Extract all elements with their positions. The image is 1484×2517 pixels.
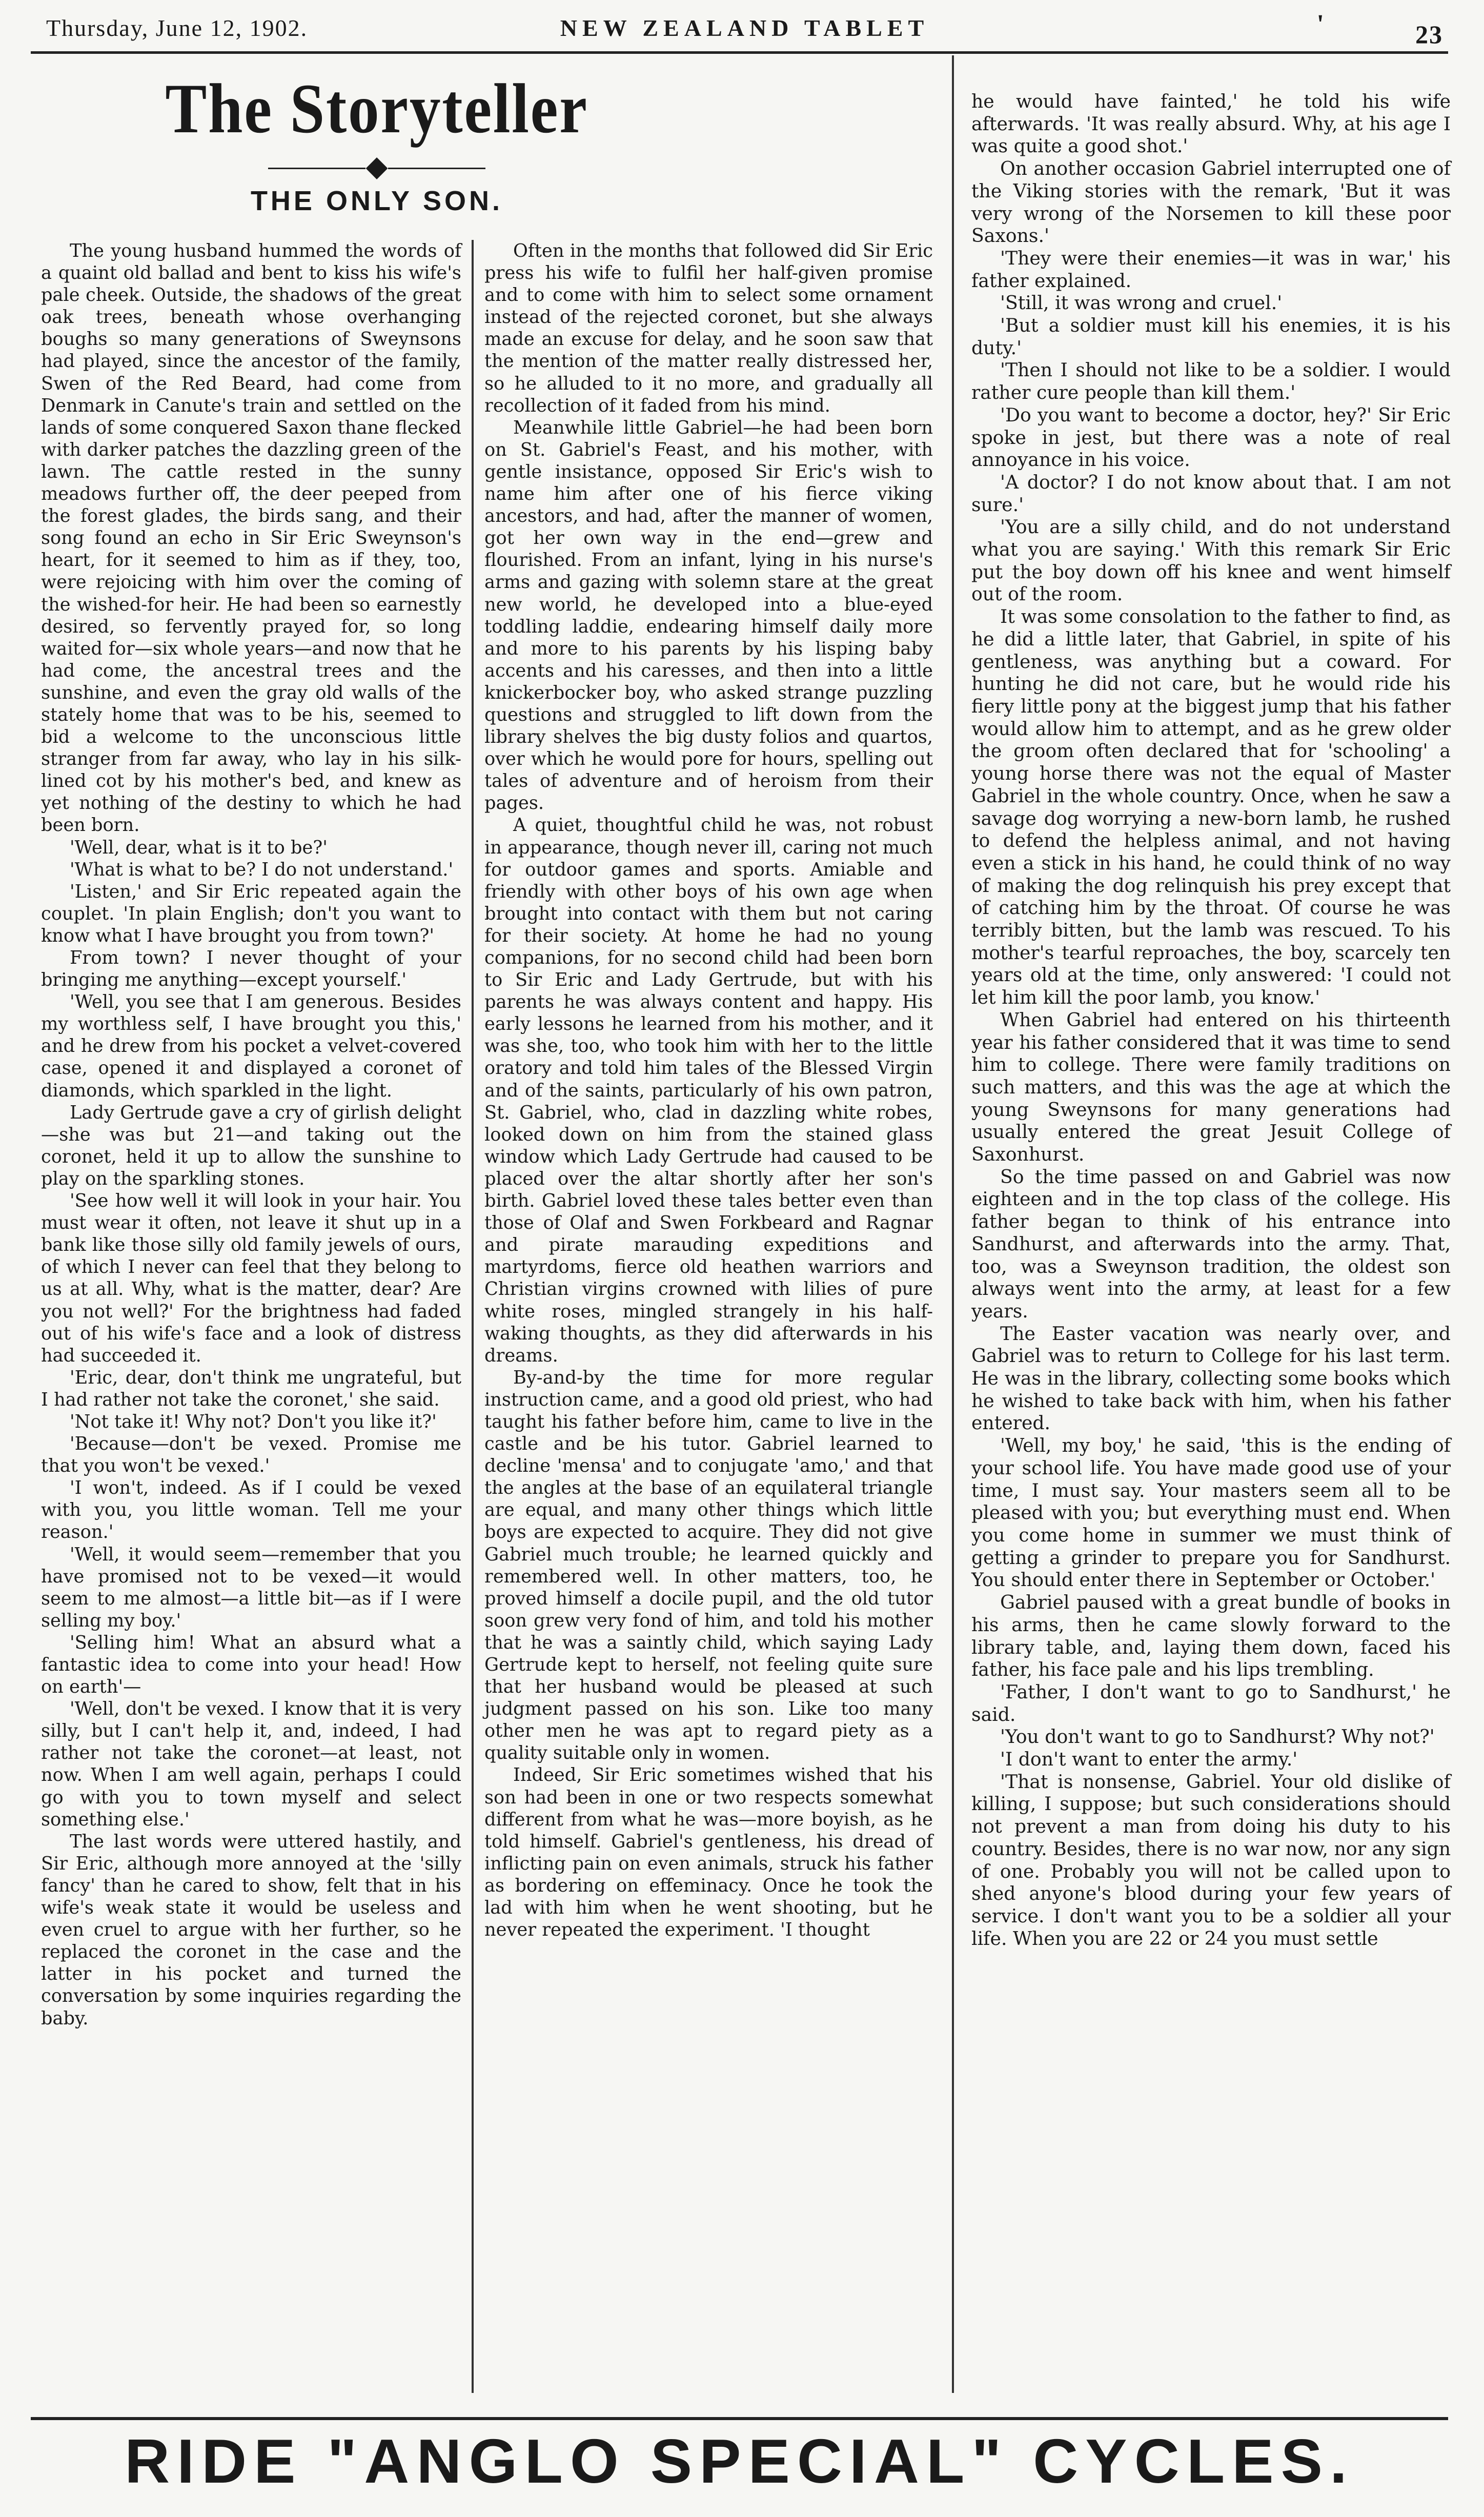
paragraph: 'Father, I don't want to go to Sandhurst,' he said.: [971, 1680, 1451, 1726]
paragraph: 'They were their enemies—it was in war,' his father explained.: [971, 247, 1451, 292]
column-divider-1: [472, 240, 474, 2393]
title-ornament: [46, 149, 707, 183]
paragraph: The Easter vacation was nearly over, and Gabriel was to return to College for his last term. He was in the library, collecting some books which he wished to take back with him, when his father entered.: [971, 1322, 1451, 1434]
column-divider-2: [952, 55, 954, 2393]
issue-date: Thursday, June 12, 1902.: [46, 15, 308, 41]
paragraph: The young husband hummed the words of a quaint old ballad and bent to kiss his wife's pale cheek. Outside, the shadows of the great oak trees, beneath whose overhanging boughs so many generations of Sweynsons had played, since the ancestor of the family, Swen of the Red Beard, had come from Denmark in Canute's train and settled on the lands of some conquered Saxon thane flecked with darker patches the dazzling green of the lawn. The cattle rested in the sunny meadows further off, the deer peeped from the forest glades, the birds sang, and their song found an echo in Sir Eric Sweynson's heart, for it seemed to him as if they, too, were rejoicing with him over the coming of the wished-for heir. He had been so earnestly desired, so fervently prayed for, so long waited for—six whole years—and now that he had come, the ancestral trees and the sunshine, and even the gray old walls of the stately home that was to be his, seemed to bid a welcome to the unconscious little stranger from far away, who lay in his silk-lined cot by his mother's bed, and knew as yet nothing of the destiny to which he had been born.: [41, 240, 461, 836]
paragraph: 'Well, my boy,' he said, 'this is the ending of your school life. You have made good use of your time, I must say. Your masters seem all to be pleased with you; but everything must end. When you come home in summer we must think of getting a grinder to prepare you for Sandhurst. You should enter there in September or October.': [971, 1434, 1451, 1591]
paragraph: From town? I never thought of your bringing me anything—except yourself.': [41, 947, 461, 991]
ornament-diamond-icon: ◆: [365, 149, 388, 183]
paragraph: 'Well, dear, what is it to be?': [70, 837, 328, 858]
paragraph: 'You don't want to go to Sandhurst? Why not?': [1000, 1726, 1435, 1748]
paragraph: 'Listen,' and Sir Eric repeated again the couplet. 'In plain English; don't you want to know what I have brought you from town?': [41, 881, 461, 946]
article-column-1: [41, 240, 461, 2029]
header-rule: [31, 51, 1448, 54]
paragraph: 'Then I should not like to be a soldier. I would rather cure people than kill them.': [971, 359, 1451, 404]
paragraph: 'That is nonsense, Gabriel. Your old dislike of killing, I suppose; but such considerations should not prevent a man from doing his duty to his country. Besides, there is no war now, nor any sign of one. Probably you will not be called upon to shed anyone's blood during your few years of service. I don't want you to be a soldier all your life. When you are 22 or 24 you must settle: [971, 1770, 1451, 1950]
paragraph: On another occasion Gabriel interrupted one of the Viking stories with the remark, 'But it was very wrong of the Norsemen to kill these poor Saxons.': [971, 157, 1451, 247]
paragraph: When Gabriel had entered on his thirteenth year his father considered that it was time to send him to college. There were family traditions on such matters, and this was the age at which the young Sweynsons for many generations had usually entered the great Jesuit College of Saxonhurst.: [971, 1008, 1451, 1166]
article-column-3: [971, 90, 1451, 1950]
paragraph: 'Not take it! Why not? Don't you like it?': [70, 1411, 437, 1432]
page-number: 23: [1415, 20, 1443, 49]
paragraph: Meanwhile little Gabriel—he had been born on St. Gabriel's Feast, and his mother, with gentle insistance, opposed Sir Eric's wish to name him after one of his fierce viking ancestors, and had, after the manner of women, got her own way in the end—grew and flourished. From an infant, lying in his nurse's arms and gazing with solemn stare at the great new world, he developed into a blue-eyed toddling laddie, endearing himself daily more and more to his parents by his lisping baby accents and his caresses, and then into a little knickerbocker boy, who asked strange puzzling questions and struggled to lift down from the library shelves the big dusty folios and quartos, over which he would pore for hours, spelling out tales of adventure and of heroism from their pages.: [484, 417, 933, 814]
page-header: [46, 9, 1443, 50]
paragraph: 'See how well it will look in your hair. You must wear it often, not leave it shut up in a bank like those silly old family jewels of ours, of which I never can feel that they belong to us at all. Why, what is the matter, dear? Are you not well?' For the brightness had faded out of his wife's face and a look of distress had succeeded it.: [41, 1190, 461, 1366]
paragraph: 'Selling him! What an absurd what a fantastic idea to come into your head! How on earth'—: [41, 1632, 461, 1698]
paragraph: 'But a soldier must kill his enemies, it is his duty.': [971, 314, 1451, 359]
paragraph: 'What is what to be? I do not understand.': [70, 859, 454, 880]
paragraph: 'Well, don't be vexed. I know that it is very silly, but I can't help it, and, indeed, I had rather not take the coronet—at least, not now. When I am well again, perhaps I could go with you to town myself and select something else.': [41, 1698, 461, 1830]
advertisement-banner: RIDE "ANGLO SPECIAL" CYCLES.: [125, 2426, 1354, 2496]
paragraph: 'Well, it would seem—remember that you have promised not to be vexed—it would seem to me almost—a little bit—as if I were selling my boy.': [41, 1544, 461, 1631]
newspaper-title: NEW ZEALAND TABLET: [560, 15, 929, 41]
paragraph: he would have fainted,' he told his wife afterwards. 'It was really absurd. Why, at his age I was quite a good shot.': [971, 90, 1451, 157]
paragraph: Gabriel paused with a great bundle of books in his arms, then he came slowly forward to the library table, and, laying them down, faced his father, his face pale and his lips trembling.: [971, 1591, 1451, 1681]
paragraph: 'A doctor? I do not know about that. I am not sure.': [971, 471, 1451, 516]
paragraph: 'I won't, indeed. As if I could be vexed with you, you little woman. Tell me your reason.': [41, 1477, 461, 1543]
section-title: The Storyteller: [165, 69, 588, 148]
section-heading: [46, 69, 707, 217]
paragraph: The last words were uttered hastily, and Sir Eric, although more annoyed at the 'silly fancy' than he cared to show, felt that in his wife's weak state it would be useless and even cruel to argue with her further, so he replaced the coronet in the case and the latter in his pocket and turned the conversation by some inquiries regarding the baby.: [41, 1831, 461, 2029]
paragraph: 'Well, you see that I am generous. Besides my worthless self, I have brought you this,' and he drew from his pocket a velvet-covered case, opened it and displayed a coronet of diamonds, which sparkled in the light.: [41, 991, 461, 1101]
paragraph: 'Because—don't be vexed. Promise me that you won't be vexed.': [41, 1433, 461, 1477]
paragraph: Often in the months that followed did Sir Eric press his wife to fulfil her half-given promise and to come with him to select some ornament instead of the rejected coronet, but she always made an excuse for delay, and he soon saw that the mention of the matter really distressed her, so he alluded to it no more, and gradually all recollection of it faded from his mind.: [484, 240, 933, 416]
paragraph: 'You are a silly child, and do not understand what you are saying.' With this remark Sir Eric put the boy down off his knee and went himself out of the room.: [971, 516, 1451, 605]
footer-rule: [31, 2417, 1448, 2420]
paragraph: It was some consolation to the father to find, as he did a little later, that Gabriel, in spite of his gentleness, was anything but a coward. For hunting he did not care, but he would ride his fiery little pony at the biggest jump that his father would allow him to attempt, and as he grew older the groom often declared that for 'schooling' a young horse there was not the equal of Master Gabriel in the whole country. Once, when he saw a savage dog worrying a new-born lamb, he rushed to defend the helpless animal, and not having even a stick in his hand, he could think of no way of making the dog relinquish his prey except that of catching him by the throat. Of course he was terribly bitten, but the lamb was rescued. To his mother's tearful reproaches, the boy, scarcely ten years old at the time, only answered: 'I could not let him kill the poor lamb, you know.': [971, 605, 1451, 1009]
paragraph: 'Eric, dear, don't think me ungrateful, but I had rather not take the coronet,' she said.: [41, 1367, 461, 1410]
paragraph: 'Still, it was wrong and cruel.': [1000, 292, 1283, 314]
margin-mark: ': [1316, 10, 1325, 39]
paragraph: So the time passed on and Gabriel was now eighteen and in the top class of the college. His father began to think of his entrance into Sandhurst, and afterwards into the army. That, too, was a Sweynson tradition, the oldest son always went into the army, at least for a few years.: [971, 1165, 1451, 1322]
paragraph: By-and-by the time for more regular instruction came, and a good old priest, who had taught his father before him, came to live in the castle and be his tutor. Gabriel learned to decline 'mensa' and to conjugate 'amo,' and that the angles at the base of an equilateral triangle are equal, and many other things which little boys are expected to acquire. They did not give Gabriel much trouble; he learned quickly and remembered well. In other matters, too, he proved himself a docile pupil, and the old tutor soon grew very fond of him, and told his mother that he was a saintly child, which saying Lady Gertrude kept to herself, not feeling quite sure that her husband would be pleased at such judgment passed on his son. Like too many other men he was apt to regard piety as a quality suitable only in women.: [484, 1367, 933, 1764]
story-title: THE ONLY SON.: [250, 185, 503, 216]
paragraph: A quiet, thoughtful child he was, not robust in appearance, though never ill, caring not much for outdoor games and sports. Amiable and friendly with other boys of his own age when brought into contact with them but not caring for their society. At home he had no young companions, for no second child had been born to Sir Eric and Lady Gertrude, but with his parents he was always content and happy. His early lessons he learned from his mother, and it was she, too, who took him with her to the little oratory and told him tales of the Blessed Virgin and of the saints, particularly of his own patron, St. Gabriel, who, clad in dazzling white robes, looked down on him from the stained glass window which Lady Gertrude had caused to be placed over the altar shortly after her son's birth. Gabriel loved these tales better even than those of Olaf and Swen Forkbeard and Ragnar and pirate marauding expeditions and martyrdoms, fierce old heathen warriors and Christian virgins crowned with lilies of pure white roses, mingled strangely in his half-waking thoughts, as they did afterwards in his dreams.: [484, 815, 933, 1366]
paragraph: 'Do you want to become a doctor, hey?' Sir Eric spoke in jest, but there was a note of real annoyance in his voice.: [971, 403, 1451, 471]
article-column-2: [484, 240, 933, 1941]
paragraph: Indeed, Sir Eric sometimes wished that his son had been in one or two respects somewhat different from what he was—more boyish, as he told himself. Gabriel's gentleness, his dread of inflicting pain on even animals, struck his father as bordering on effeminacy. Once he took the lad with him when he went shooting, but he never repeated the experiment. 'I thought: [484, 1764, 933, 1941]
paragraph: Lady Gertrude gave a cry of girlish delight—she was but 21—and taking out the coronet, held it up to allow the sunshine to play on the sparkling stones.: [41, 1102, 461, 1189]
paragraph: 'I don't want to enter the army.': [1000, 1748, 1298, 1771]
